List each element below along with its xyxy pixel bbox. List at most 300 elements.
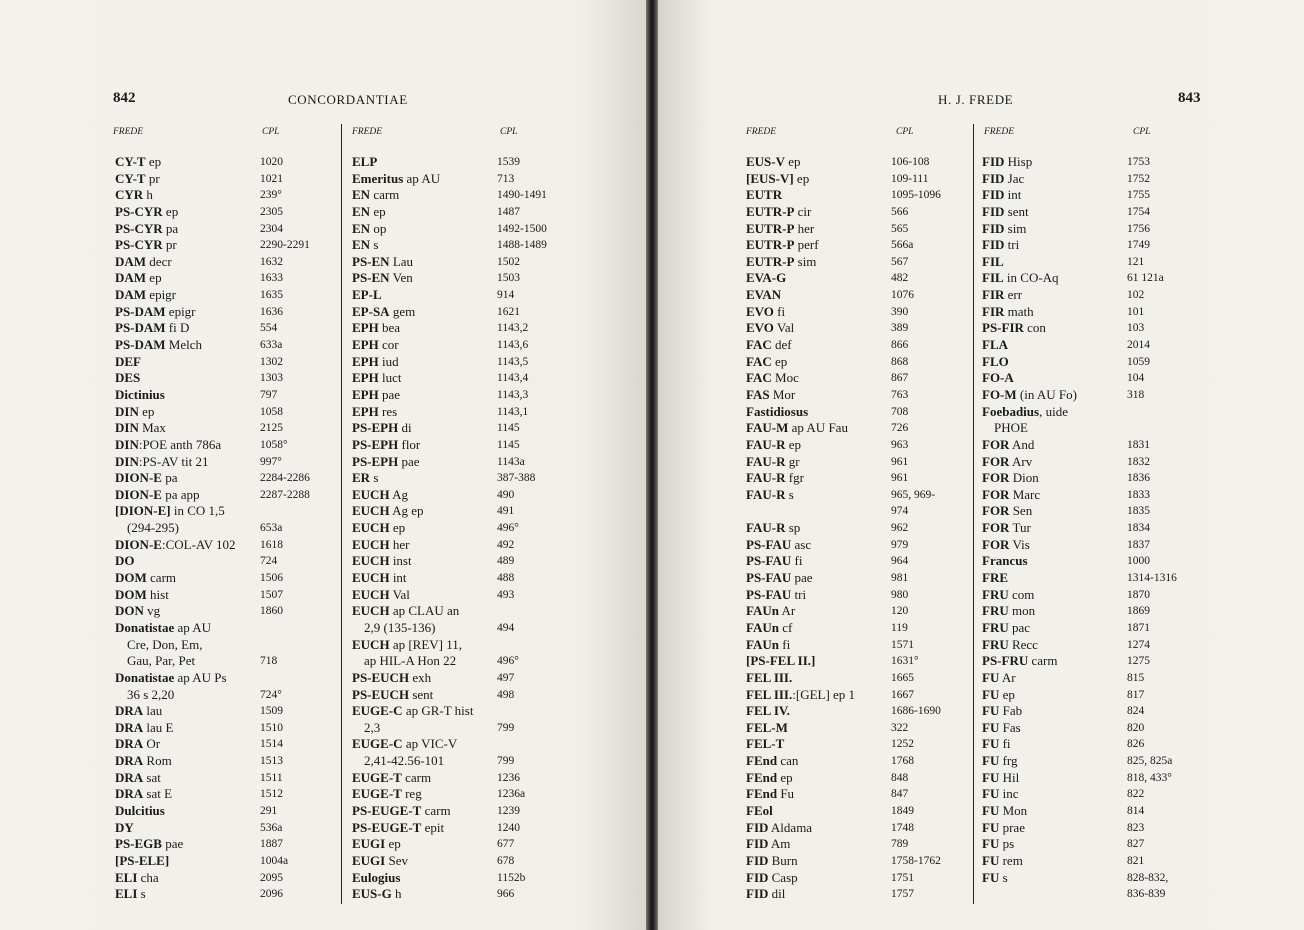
entry-text: Am xyxy=(768,836,791,852)
index-entry xyxy=(746,836,961,853)
cpl-number: 2305 xyxy=(260,205,283,218)
index-entry xyxy=(746,770,961,787)
index-entry xyxy=(352,204,567,221)
entry-text: Dion xyxy=(1009,470,1039,486)
index-entry xyxy=(115,637,330,654)
index-entry xyxy=(352,570,567,587)
cpl-number: 291 xyxy=(260,804,278,817)
entry-text: 2,3 xyxy=(364,719,381,735)
cpl-number: 1512 xyxy=(260,788,283,801)
running-head: CONCORDANTIAE xyxy=(288,92,408,107)
entry-abbreviation: FEol xyxy=(746,802,773,818)
entry-abbreviation: FAC xyxy=(746,370,772,386)
cpl-number: 1871 xyxy=(1127,621,1150,634)
cpl-number: 482 xyxy=(891,272,909,285)
index-entry xyxy=(746,354,961,371)
entry-abbreviation: FEL III. xyxy=(746,686,793,702)
index-entry xyxy=(982,221,1197,238)
index-column xyxy=(982,154,1197,903)
cpl-number: 799 xyxy=(497,755,515,768)
cpl-number: 1490-1491 xyxy=(497,189,547,202)
cpl-number: 389 xyxy=(891,322,909,335)
cpl-number: 966 xyxy=(497,888,515,901)
cpl-number: 1059 xyxy=(1127,355,1150,368)
entry-abbreviation: PS-EPH xyxy=(352,436,399,452)
entry-abbreviation: EUCH xyxy=(352,570,390,586)
left-page xyxy=(0,0,646,930)
index-entry xyxy=(982,404,1197,421)
cpl-number: 817 xyxy=(1127,688,1145,701)
cpl-number: 1860 xyxy=(260,605,283,618)
cpl-number: 1274 xyxy=(1127,638,1150,651)
cpl-number: 121 xyxy=(1127,255,1145,268)
cpl-number: 61 121a xyxy=(1127,272,1164,285)
cpl-number: 119 xyxy=(891,621,908,634)
cpl-number: 1145 xyxy=(497,422,520,435)
cpl-number: 1021 xyxy=(260,172,283,185)
cpl-number: 1004a xyxy=(260,854,289,867)
entry-abbreviation: EUS-G xyxy=(352,886,392,902)
index-entry xyxy=(115,437,330,454)
index-entry xyxy=(115,470,330,487)
entry-abbreviation: DAM xyxy=(115,287,147,303)
entry-abbreviation: EUGE-T xyxy=(352,786,402,802)
index-entry xyxy=(352,836,567,853)
cpl-number: 1631° xyxy=(891,655,919,668)
cpl-number: 961 xyxy=(891,455,909,468)
cpl-number: 1749 xyxy=(1127,239,1150,252)
column-header-cpl: CPL xyxy=(1133,127,1151,137)
cpl-number: 1665 xyxy=(891,671,914,684)
index-entry xyxy=(746,487,961,504)
index-entry xyxy=(115,653,330,670)
cpl-number: 1618 xyxy=(260,538,283,551)
entry-abbreviation: FIR xyxy=(982,287,1005,303)
cpl-number: 1752 xyxy=(1127,172,1150,185)
index-entry xyxy=(746,637,961,654)
index-entry xyxy=(352,171,567,188)
index-entry xyxy=(982,870,1197,887)
cpl-number: 494 xyxy=(497,621,515,634)
cpl-number: 980 xyxy=(891,588,909,601)
cpl-number: 1509 xyxy=(260,705,283,718)
entry-text: ep xyxy=(145,154,162,169)
entry-text: pa xyxy=(161,470,178,486)
entry-text: sim xyxy=(794,253,817,269)
cpl-number: 828-832, xyxy=(1127,871,1169,884)
entry-text: Sen xyxy=(1009,503,1033,519)
entry-abbreviation: EPH xyxy=(352,386,379,402)
entry-abbreviation: FEnd xyxy=(746,786,778,802)
cpl-number: 2125 xyxy=(260,422,283,435)
entry-abbreviation: DAM xyxy=(115,253,147,269)
index-entry xyxy=(115,404,330,421)
index-entry xyxy=(982,537,1197,554)
entry-text: ep xyxy=(785,154,801,169)
index-entry xyxy=(746,304,961,321)
entry-text: :COL-AV 102 xyxy=(161,536,236,552)
entry-text: asc xyxy=(791,536,812,552)
entry-abbreviation: DIN xyxy=(115,453,139,469)
entry-text: cf xyxy=(778,619,793,635)
index-entry xyxy=(982,553,1197,570)
entry-text: pac xyxy=(1008,619,1031,635)
index-entry xyxy=(352,254,567,271)
entry-abbreviation: EUCH xyxy=(352,536,390,552)
cpl-number: 1635 xyxy=(260,289,283,302)
index-entry xyxy=(115,287,330,304)
cpl-number: 1632 xyxy=(260,255,283,268)
cpl-number: 1833 xyxy=(1127,488,1150,501)
index-entry xyxy=(982,370,1197,387)
cpl-number: 867 xyxy=(891,372,909,385)
entry-text: gem xyxy=(389,303,416,319)
entry-abbreviation: FU xyxy=(982,669,1000,685)
cpl-number: 1506 xyxy=(260,572,283,585)
entry-abbreviation: PS-EN xyxy=(352,253,390,269)
running-head: H. J. FREDE xyxy=(938,92,1014,107)
cpl-number: 2014 xyxy=(1127,339,1150,352)
index-entry xyxy=(115,237,330,254)
index-entry xyxy=(746,204,961,221)
entry-abbreviation: DEF xyxy=(115,353,141,369)
entry-abbreviation: PS-EUCH xyxy=(352,669,410,685)
entry-abbreviation: Eulogius xyxy=(352,869,401,885)
cpl-number: 497 xyxy=(497,671,515,684)
entry-text: PHOE xyxy=(994,420,1028,436)
entry-text: Moc xyxy=(771,370,799,386)
entry-abbreviation: FU xyxy=(982,869,1000,885)
entry-text: mon xyxy=(1008,603,1036,619)
entry-abbreviation: PS-EUGE-T xyxy=(352,819,422,835)
cpl-number: 1145 xyxy=(497,438,520,451)
entry-text: dil xyxy=(768,886,786,902)
index-entry xyxy=(746,337,961,354)
entry-abbreviation: PS-DAM xyxy=(115,337,166,353)
cpl-number: 493 xyxy=(497,588,515,601)
entry-abbreviation: EPH xyxy=(352,403,379,419)
entry-abbreviation: EUCH xyxy=(352,486,390,502)
cpl-number: 821 xyxy=(1127,854,1145,867)
index-entry xyxy=(115,370,330,387)
entry-abbreviation: PS-CYR xyxy=(115,237,163,253)
entry-abbreviation: EN xyxy=(352,220,371,236)
cpl-number: 239° xyxy=(260,189,282,202)
entry-abbreviation: EUTR-P xyxy=(746,203,795,219)
index-entry xyxy=(982,803,1197,820)
index-entry xyxy=(982,237,1197,254)
entry-abbreviation: EUGI xyxy=(352,852,386,868)
index-entry xyxy=(982,520,1197,537)
cpl-number: 1252 xyxy=(891,738,914,751)
entry-abbreviation: PS-EUCH xyxy=(352,686,410,702)
entry-text: sat xyxy=(143,769,161,785)
entry-text: ep xyxy=(162,203,179,219)
entry-abbreviation: FEL III. xyxy=(746,669,793,685)
entry-abbreviation: Foebadius xyxy=(982,403,1040,419)
cpl-number: 1302 xyxy=(260,355,283,368)
index-column xyxy=(115,154,330,903)
cpl-number: 825, 825a xyxy=(1127,755,1173,768)
index-entry xyxy=(746,370,961,387)
index-entry xyxy=(352,420,567,437)
entry-abbreviation: FU xyxy=(982,852,1000,868)
entry-abbreviation: PS-DAM xyxy=(115,320,166,336)
entry-text: sp xyxy=(785,520,801,536)
index-entry xyxy=(115,587,330,604)
entry-abbreviation: EUCH xyxy=(352,603,390,619)
index-entry xyxy=(982,836,1197,853)
index-entry xyxy=(746,537,961,554)
entry-text: di xyxy=(398,420,412,436)
index-entry xyxy=(982,720,1197,737)
entry-text: ps xyxy=(999,836,1015,852)
index-entry xyxy=(115,770,330,787)
index-entry xyxy=(352,603,567,620)
index-entry xyxy=(982,670,1197,687)
cpl-number: 823 xyxy=(1127,821,1145,834)
entry-text: sent xyxy=(1004,203,1029,219)
cpl-number: 961 xyxy=(891,472,909,485)
cpl-number: 103 xyxy=(1127,322,1145,335)
cpl-number: 1754 xyxy=(1127,205,1150,218)
entry-text: ep xyxy=(138,403,155,419)
entry-abbreviation: [EUS-V] xyxy=(746,170,794,186)
entry-text: pae xyxy=(791,570,813,586)
index-entry xyxy=(746,886,961,903)
cpl-number: 1633 xyxy=(260,272,283,285)
entry-abbreviation: EVA-G xyxy=(746,270,787,286)
entry-text: ep xyxy=(146,270,162,286)
entry-text: s xyxy=(370,237,379,253)
entry-abbreviation: EVO xyxy=(746,303,774,319)
entry-abbreviation: DRA xyxy=(115,703,144,719)
index-entry xyxy=(982,786,1197,803)
entry-abbreviation: EUTR-P xyxy=(746,253,795,269)
entry-text: ap AU Ps xyxy=(174,669,227,685)
entry-text: fi xyxy=(999,736,1011,752)
entry-text: frg xyxy=(999,753,1018,769)
index-entry xyxy=(115,670,330,687)
index-entry xyxy=(115,736,330,753)
entry-abbreviation: DO xyxy=(115,553,135,569)
entry-abbreviation: FAUn xyxy=(746,636,779,652)
entry-text: Or xyxy=(143,736,161,752)
entry-abbreviation: EUCH xyxy=(352,553,390,569)
entry-text: luct xyxy=(378,370,402,386)
entry-abbreviation: FOR xyxy=(982,470,1010,486)
index-entry xyxy=(982,320,1197,337)
entry-text: pa app xyxy=(161,486,200,502)
cpl-number: 677 xyxy=(497,838,515,851)
cpl-number: 390 xyxy=(891,305,909,318)
entry-abbreviation: FID xyxy=(746,886,769,902)
index-entry xyxy=(746,437,961,454)
entry-abbreviation: EUCH xyxy=(352,503,390,519)
entry-text: carm xyxy=(146,570,177,586)
entry-text: Hil xyxy=(999,769,1020,785)
entry-text: tri xyxy=(791,586,807,602)
entry-abbreviation: FOR xyxy=(982,436,1010,452)
cpl-number: 678 xyxy=(497,854,515,867)
index-entry xyxy=(352,653,567,670)
index-entry xyxy=(982,487,1197,504)
cpl-number: 1849 xyxy=(891,804,914,817)
entry-text: (294-295) xyxy=(127,520,179,536)
index-entry xyxy=(352,354,567,371)
entry-text: flor xyxy=(398,436,421,452)
entry-abbreviation: PS-FAU xyxy=(746,536,792,552)
entry-text: fgr xyxy=(785,470,804,486)
entry-text: :POE anth 786a xyxy=(138,436,222,452)
entry-text: decr xyxy=(146,253,172,269)
entry-text: Lau xyxy=(389,253,414,269)
entry-abbreviation: ELI xyxy=(115,886,138,902)
index-entry xyxy=(352,670,567,687)
index-entry xyxy=(115,503,330,520)
index-entry xyxy=(352,720,567,737)
cpl-number: 1236 xyxy=(497,771,520,784)
entry-abbreviation: DAM xyxy=(115,270,147,286)
entry-abbreviation: DION-E xyxy=(115,470,162,486)
cpl-number: 822 xyxy=(1127,788,1145,801)
index-entry xyxy=(746,420,961,437)
entry-text: Ar xyxy=(999,669,1016,685)
cpl-number: 820 xyxy=(1127,721,1145,734)
index-entry xyxy=(352,237,567,254)
cpl-number: 2290-2291 xyxy=(260,239,310,252)
column-header-frede: FREDE xyxy=(113,127,144,137)
cpl-number: 1513 xyxy=(260,755,283,768)
entry-abbreviation: FAU-R xyxy=(746,436,786,452)
index-entry xyxy=(982,287,1197,304)
entry-text: sent xyxy=(409,686,434,702)
index-entry xyxy=(982,337,1197,354)
cpl-number: 1314-1316 xyxy=(1127,572,1177,585)
index-entry xyxy=(352,387,567,404)
index-entry xyxy=(746,470,961,487)
entry-abbreviation: FRU xyxy=(982,603,1009,619)
column-header-frede: FREDE xyxy=(984,127,1015,137)
index-entry xyxy=(352,786,567,803)
entry-abbreviation: FEL IV. xyxy=(746,703,790,719)
entry-abbreviation: FID xyxy=(746,819,769,835)
entry-abbreviation: Dictinius xyxy=(115,386,165,402)
cpl-number: 536a xyxy=(260,821,283,834)
cpl-number: 964 xyxy=(891,555,909,568)
cpl-number: 815 xyxy=(1127,671,1145,684)
cpl-number: 1837 xyxy=(1127,538,1150,551)
column-header-frede: FREDE xyxy=(352,127,383,137)
entry-text: Melch xyxy=(165,337,203,353)
entry-abbreviation: DRA xyxy=(115,736,144,752)
cpl-number: 726 xyxy=(891,422,909,435)
cpl-number: 1076 xyxy=(891,289,914,302)
cpl-number: 763 xyxy=(891,388,909,401)
entry-abbreviation: [DION-E] xyxy=(115,503,171,519)
index-entry xyxy=(982,270,1197,287)
index-entry xyxy=(115,254,330,271)
index-entry xyxy=(115,454,330,471)
cpl-number: 962 xyxy=(891,522,909,535)
cpl-number: 1835 xyxy=(1127,505,1150,518)
index-entry xyxy=(746,853,961,870)
index-entry xyxy=(115,820,330,837)
cpl-number: 489 xyxy=(497,555,515,568)
cpl-number: 724 xyxy=(260,555,278,568)
index-entry xyxy=(746,736,961,753)
entry-text: s xyxy=(370,470,379,486)
cpl-number: 1831 xyxy=(1127,438,1150,451)
entry-text: pr xyxy=(145,170,160,186)
entry-abbreviation: [PS-FEL II.] xyxy=(746,653,816,669)
index-entry xyxy=(982,620,1197,637)
cpl-number: 718 xyxy=(260,655,278,668)
cpl-number: 106-108 xyxy=(891,156,930,168)
cpl-number: 1488-1489 xyxy=(497,239,547,252)
entry-abbreviation: EN xyxy=(352,237,371,253)
index-entry xyxy=(352,370,567,387)
index-entry xyxy=(115,337,330,354)
entry-text: reg xyxy=(401,786,422,802)
entry-abbreviation: PS-EPH xyxy=(352,420,399,436)
column-header-cpl: CPL xyxy=(500,127,518,137)
entry-text: Ven xyxy=(389,270,413,286)
index-entry xyxy=(746,387,961,404)
cpl-number: 1887 xyxy=(260,838,283,851)
cpl-number: 2095 xyxy=(260,871,283,884)
index-entry xyxy=(746,803,961,820)
entry-text: carm xyxy=(421,802,451,818)
cpl-number: 914 xyxy=(497,289,515,302)
cpl-number: 1751 xyxy=(891,871,914,884)
entry-text: ap AU xyxy=(403,170,441,186)
entry-text: s xyxy=(999,869,1008,885)
entry-abbreviation: EUCH xyxy=(352,586,390,602)
index-entry xyxy=(746,786,961,803)
cpl-number: 318 xyxy=(1127,388,1145,401)
index-entry xyxy=(115,537,330,554)
index-entry xyxy=(746,553,961,570)
index-entry xyxy=(352,437,567,454)
entry-text: lau E xyxy=(143,719,174,735)
index-entry xyxy=(982,354,1197,371)
index-entry xyxy=(746,670,961,687)
entry-text: 2,9 (135-136) xyxy=(364,619,436,635)
index-entry xyxy=(982,653,1197,670)
index-entry xyxy=(352,753,567,770)
index-entry xyxy=(982,753,1197,770)
cpl-number: 997° xyxy=(260,455,282,468)
cpl-number: 2287-2288 xyxy=(260,488,310,501)
cpl-number: 567 xyxy=(891,255,909,268)
entry-abbreviation: FID xyxy=(982,237,1005,253)
entry-text: Ar xyxy=(778,603,796,619)
entry-abbreviation: FRU xyxy=(982,586,1009,602)
entry-abbreviation: Donatistae xyxy=(115,669,175,685)
book-gutter xyxy=(646,0,658,930)
index-entry xyxy=(352,503,567,520)
index-entry xyxy=(115,487,330,504)
cpl-number: 979 xyxy=(891,538,909,551)
index-entry xyxy=(115,886,330,903)
index-entry xyxy=(982,187,1197,204)
index-entry xyxy=(115,320,330,337)
entry-text: s xyxy=(785,486,794,502)
entry-abbreviation: FO-A xyxy=(982,370,1014,386)
index-entry xyxy=(352,553,567,570)
entry-abbreviation: FAC xyxy=(746,353,772,369)
